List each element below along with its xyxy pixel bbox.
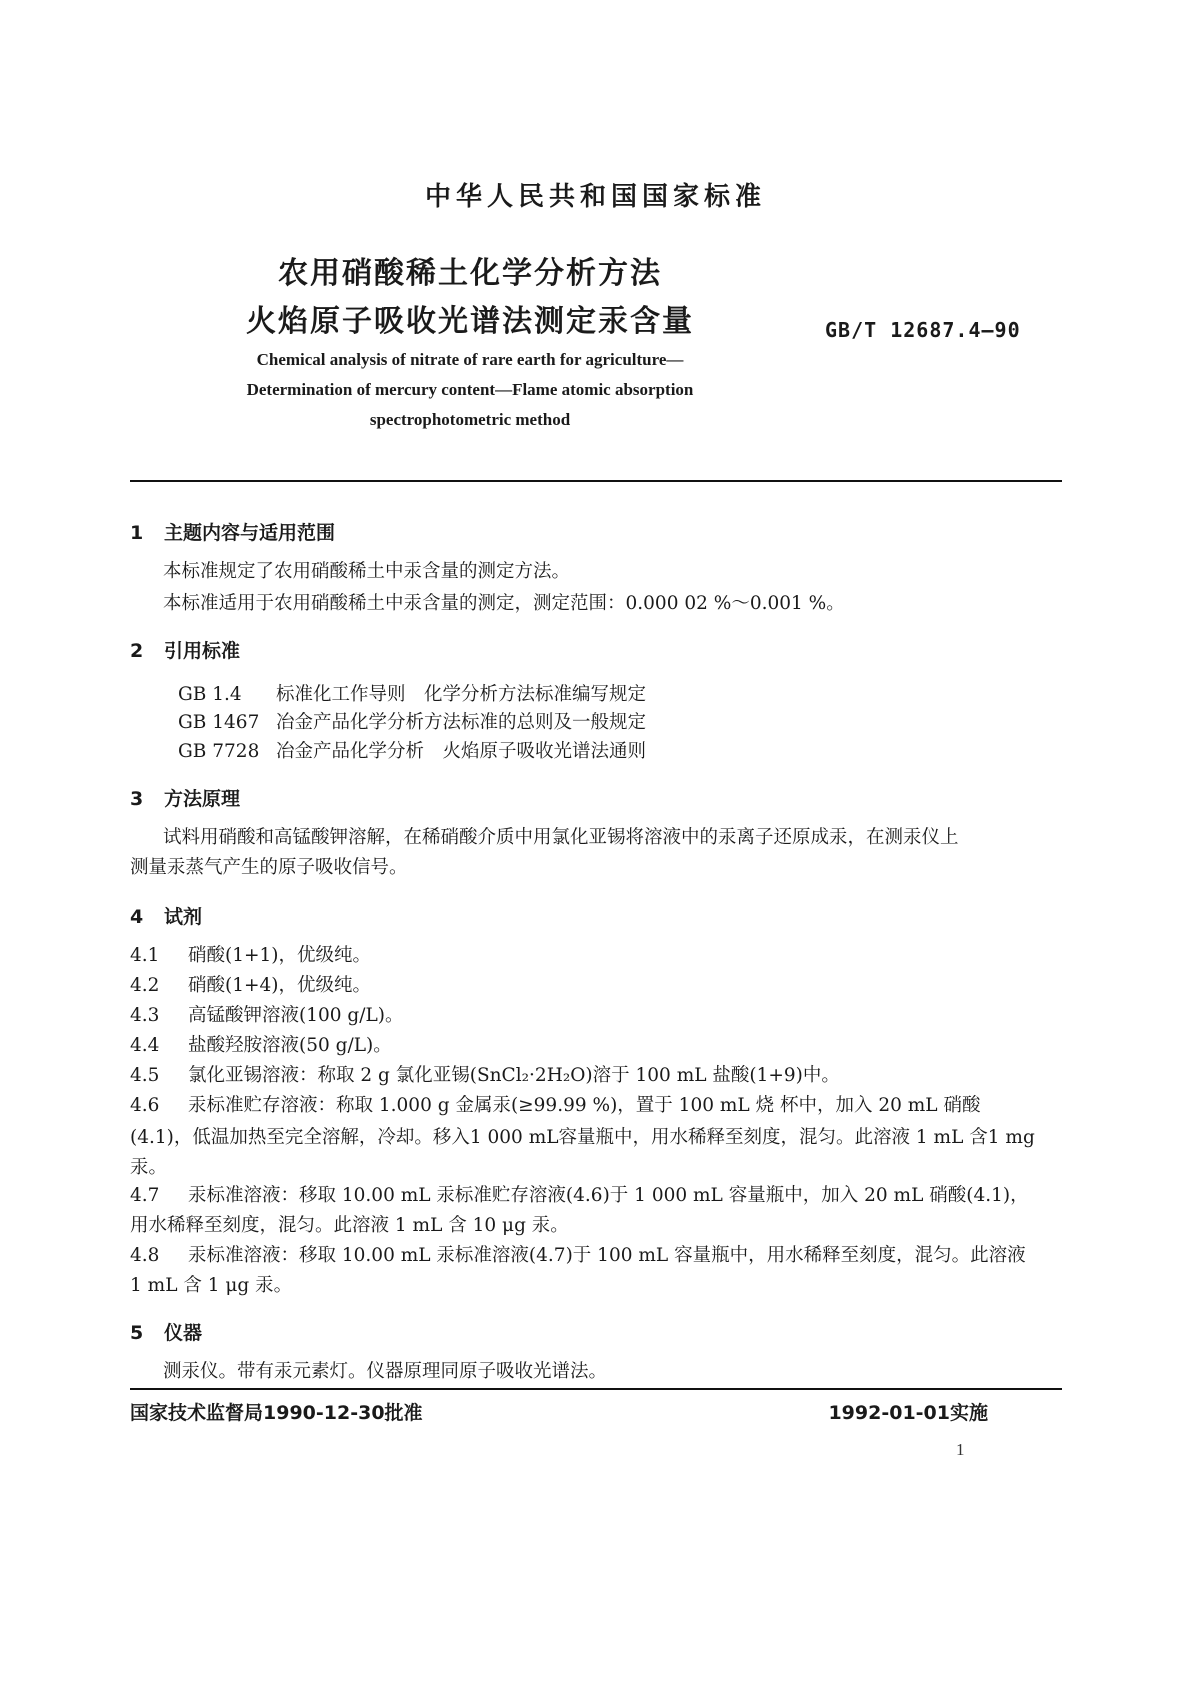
- item-number: 4.7: [130, 1185, 160, 1206]
- reagent-item: [130, 1030, 1062, 1062]
- section-title: 试剂: [164, 906, 203, 928]
- reference-title: 标准化工作导则 化学分析方法标准编写规定: [276, 684, 647, 705]
- section-1-heading: [130, 518, 335, 545]
- item-number: 4.1: [130, 945, 160, 966]
- section-number: 2: [130, 640, 144, 662]
- item-continuation: 用水稀释至刻度，混匀。此溶液 1 mL 含 10 μg 汞。: [130, 1215, 569, 1236]
- reference-item: [178, 680, 646, 706]
- effective-date: 1992-01-01实施: [828, 1402, 988, 1424]
- approval-date: 国家技术监督局1990-12-30批准: [130, 1402, 423, 1424]
- item-number: 4.5: [130, 1065, 160, 1086]
- title-cn-line2: 火焰原子吸收光谱法测定汞含量: [246, 304, 694, 339]
- reagent-item: [130, 940, 1062, 972]
- footer-divider: [130, 1388, 1062, 1390]
- section-number: 3: [130, 788, 144, 810]
- item-text: 硝酸(1+1)，优级纯。: [188, 945, 371, 966]
- reference-title: 冶金产品化学分析 火焰原子吸收光谱法通则: [276, 741, 647, 762]
- section-1-para-1: 本标准规定了农用硝酸稀土中汞含量的测定方法。: [163, 561, 571, 582]
- reagent-item: [130, 1060, 1062, 1092]
- section-title: 引用标准: [164, 640, 241, 662]
- reference-item: [178, 708, 646, 734]
- title-cn-line1: 农用硝酸稀土化学分析方法: [278, 256, 662, 291]
- item-number: 4.4: [130, 1035, 160, 1056]
- item-continuation: (4.1)，低温加热至完全溶解，冷却。移入1 000 mL容量瓶中，用水稀释至刻度，混匀。此溶液 1 mL 含1 mg: [130, 1127, 1035, 1148]
- reagent-item: [130, 1000, 1062, 1032]
- reference-title: 冶金产品化学分析方法标准的总则及一般规定: [276, 712, 647, 733]
- item-text: 硝酸(1+4)，优级纯。: [188, 975, 371, 996]
- section-number: 5: [130, 1322, 144, 1344]
- section-4-heading: [130, 902, 202, 929]
- standard-code: GB/T 12687.4—90: [825, 318, 1021, 342]
- section-3-para-2: 测量汞蒸气产生的原子吸收信号。: [130, 857, 408, 878]
- section-number: 4: [130, 906, 144, 928]
- item-number: 4.2: [130, 975, 160, 996]
- reference-code: GB 1467: [178, 712, 260, 733]
- section-title: 方法原理: [164, 788, 241, 810]
- reagent-item: [130, 1240, 1062, 1272]
- reagent-item: [130, 1180, 1062, 1212]
- section-title: 仪器: [164, 1322, 203, 1344]
- section-number: 1: [130, 522, 144, 544]
- section-3-para-1: 试料用硝酸和高锰酸钾溶解，在稀硝酸介质中用氯化亚锡将溶液中的汞离子还原成汞，在测汞仪上: [163, 827, 959, 848]
- item-continuation: 1 mL 含 1 μg 汞。: [130, 1275, 293, 1296]
- item-number: 4.8: [130, 1245, 160, 1266]
- item-text: 高锰酸钾溶液(100 g/L)。: [188, 1005, 404, 1026]
- header-divider: [130, 480, 1062, 482]
- page-number: 1: [956, 1440, 965, 1459]
- section-2-heading: [130, 636, 240, 663]
- section-5-heading: [130, 1318, 202, 1345]
- national-standard-heading: 中华人民共和国国家标准: [424, 182, 766, 212]
- reference-code: GB 1.4: [178, 684, 242, 705]
- section-1-para-2: 本标准适用于农用硝酸稀土中汞含量的测定，测定范围：0.000 02 %～0.001 %。: [163, 593, 845, 614]
- reagent-item: [130, 970, 1062, 1002]
- item-continuation: 汞。: [130, 1157, 168, 1178]
- item-text: 氯化亚锡溶液：称取 2 g 氯化亚锡(SnCl₂·2H₂O)溶于 100 mL 盐酸(1+9)中。: [188, 1065, 840, 1086]
- reference-code: GB 7728: [178, 741, 260, 762]
- item-text: 盐酸羟胺溶液(50 g/L)。: [188, 1035, 392, 1056]
- item-number: 4.3: [130, 1005, 160, 1026]
- reagent-item: [130, 1090, 1062, 1122]
- section-3-heading: [130, 784, 240, 811]
- title-en-line2: Determination of mercury content—Flame atomic absorption: [246, 380, 694, 399]
- reference-item: [178, 737, 646, 763]
- title-en-line3: spectrophotometric method: [369, 410, 571, 429]
- item-text: 汞标准溶液：移取 10.00 mL 汞标准溶液(4.7)于 100 mL 容量瓶中，用水稀释至刻度，混匀。此溶液: [188, 1245, 1026, 1266]
- item-text: 汞标准溶液：移取 10.00 mL 汞标准贮存溶液(4.6)于 1 000 mL 容量瓶中，加入 20 mL 硝酸(4.1)，: [188, 1185, 1029, 1206]
- item-number: 4.6: [130, 1095, 160, 1116]
- item-text: 汞标准贮存溶液：称取 1.000 g 金属汞(≥99.99 %)，置于 100 mL 烧 杯中，加入 20 mL 硝酸: [188, 1095, 981, 1116]
- section-5-para-1: 测汞仪。带有汞元素灯。仪器原理同原子吸收光谱法。: [163, 1361, 608, 1382]
- section-title: 主题内容与适用范围: [164, 522, 336, 544]
- title-en-line1: Chemical analysis of nitrate of rare earth for agriculture—: [256, 350, 684, 369]
